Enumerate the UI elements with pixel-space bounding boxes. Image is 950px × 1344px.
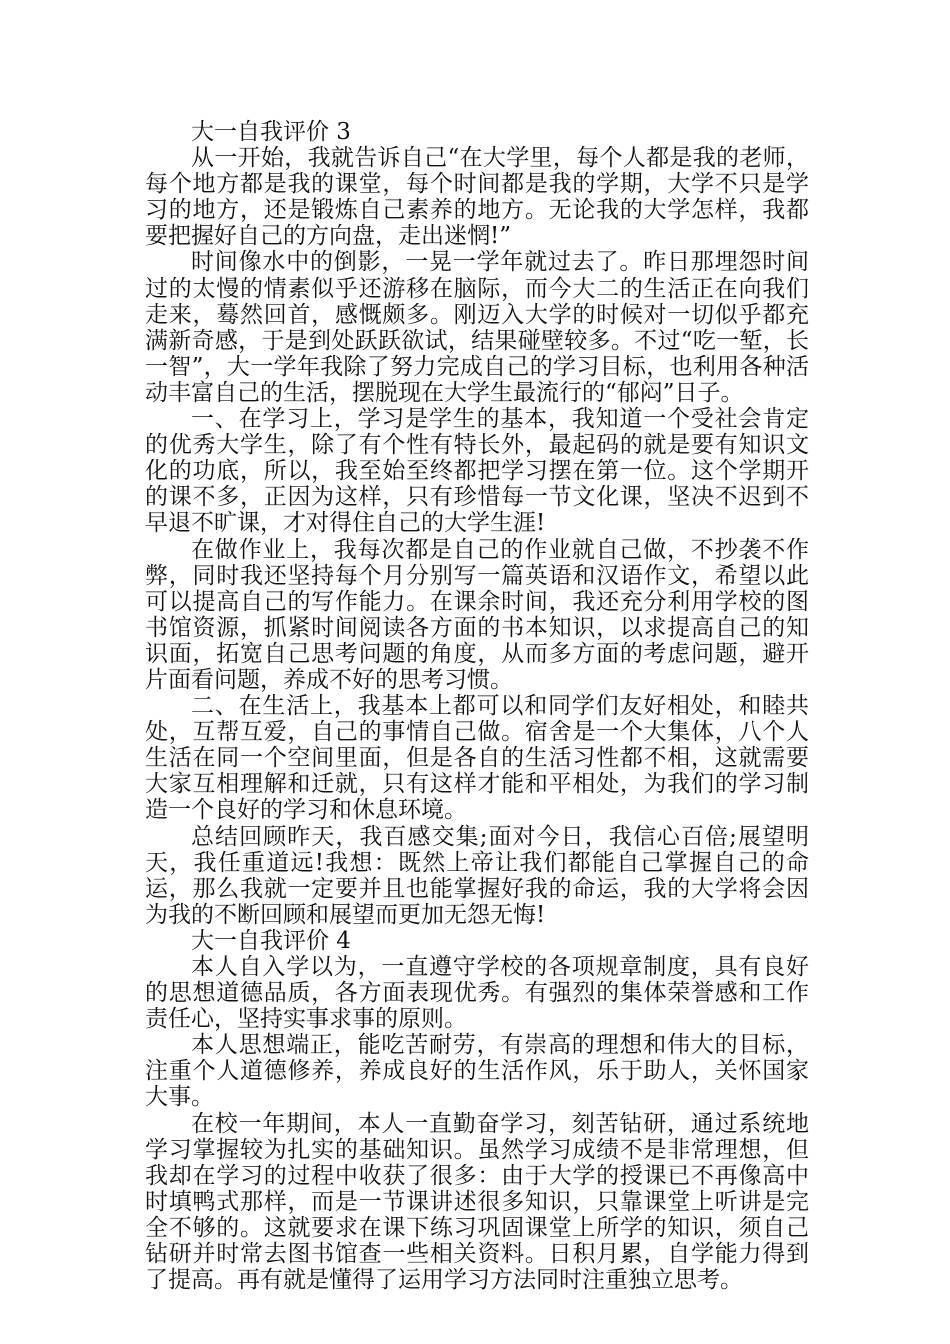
paragraph: 在做作业上，我每次都是自己的作业就自己做，不抄袭不作弊，同时我还坚持每个月分别写一篇英语和汉语作文，希望以此可以提高自己的写作能力。在课余时间，我还充分利用学校的图书馆资源，抓紧时间阅读各方面的书本知识，以求提高自己的知识面，拓宽自己思考问题的角度，从而多方面的考虑问题，避开片面看问题，养成不好的思考习惯。 [145, 536, 809, 693]
paragraph: 一、在学习上，学习是学生的基本，我知道一个受社会肯定的优秀大学生，除了有个性有特长外，最起码的就是要有知识文化的功底，所以，我至始至终都把学习摆在第一位。这个学期开的课不多，正因为这样，只有珍惜每一节文化课，坚决不迟到不早退不旷课，才对得住自己的大学生涯! [145, 406, 809, 537]
paragraph: 时间像水中的倒影，一晃一学年就过去了。昨日那埋怨时间过的太慢的情素似乎还游移在脑际，而今大二的生活正在向我们走来，蓦然回首，感慨颇多。刚迈入大学的时候对一切似乎都充满新奇感，于是到处跃跃欲试，结果碰壁较多。不过“吃一堑，长一智”，大一学年我除了努力完成自己的学习目标，也利用各种活动丰富自己的生活，摆脱现在大学生最流行的“郁闷”日子。 [145, 249, 809, 406]
paragraph: 总结回顾昨天，我百感交集;面对今日，我信心百倍;展望明天，我任重道远!我想：既然上帝让我们都能自己掌握自己的命运，那么我就一定要并且也能掌握好我的命运，我的大学将会因为我的不断回顾和展望而更加无怨无悔! [145, 823, 809, 928]
paragraph: 本人自入学以为，一直遵守学校的各项规章制度，具有良好的思想道德品质，各方面表现优秀。有强烈的集体荣誉感和工作责任心，坚持实事求事的原则。 [145, 954, 809, 1033]
paragraph: 二、在生活上，我基本上都可以和同学们友好相处，和睦共处，互帮互爱，自己的事情自己做。宿舍是一个大集体，八个人生活在同一个空间里面，但是各自的生活习性都不相，这就需要大家互相理解和迁就，只有这样才能和平相处，为我们的学习制造一个良好的学习和休息环境。 [145, 693, 809, 824]
paragraph: 在校一年期间，本人一直勤奋学习，刻苦钻研，通过系统地学习掌握较为扎实的基础知识。虽然学习成绩不是非常理想，但我却在学习的过程中收获了很多：由于大学的授课已不再像高中时填鸭式那样，而是一节课讲述很多知识，只靠课堂上听讲是完全不够的。这就要求在课下练习巩固课堂上所学的知识，须自己钻研并时常去图书馆查一些相关资料。日积月累，自学能力得到了提高。再有就是懂得了运用学习方法同时注重独立思考。 [145, 1110, 809, 1294]
section-heading: 大一自我评价 3 [191, 119, 351, 145]
document-page [145, 119, 809, 1293]
paragraph: 本人思想端正，能吃苦耐劳，有崇高的理想和伟大的目标，注重个人道德修养，养成良好的生活作风，乐于助人，关怀国家大事。 [145, 1032, 809, 1111]
section-heading: 大一自我评价 4 [191, 927, 351, 954]
paragraph: 从一开始，我就告诉自己“在大学里，每个人都是我的老师，每个地方都是我的课堂，每个时间都是我的学期，大学不只是学习的地方，还是锻炼自己素养的地方。无论我的大学怎样，我都要把握好自己的方向盘，走出迷惘!” [145, 145, 809, 250]
